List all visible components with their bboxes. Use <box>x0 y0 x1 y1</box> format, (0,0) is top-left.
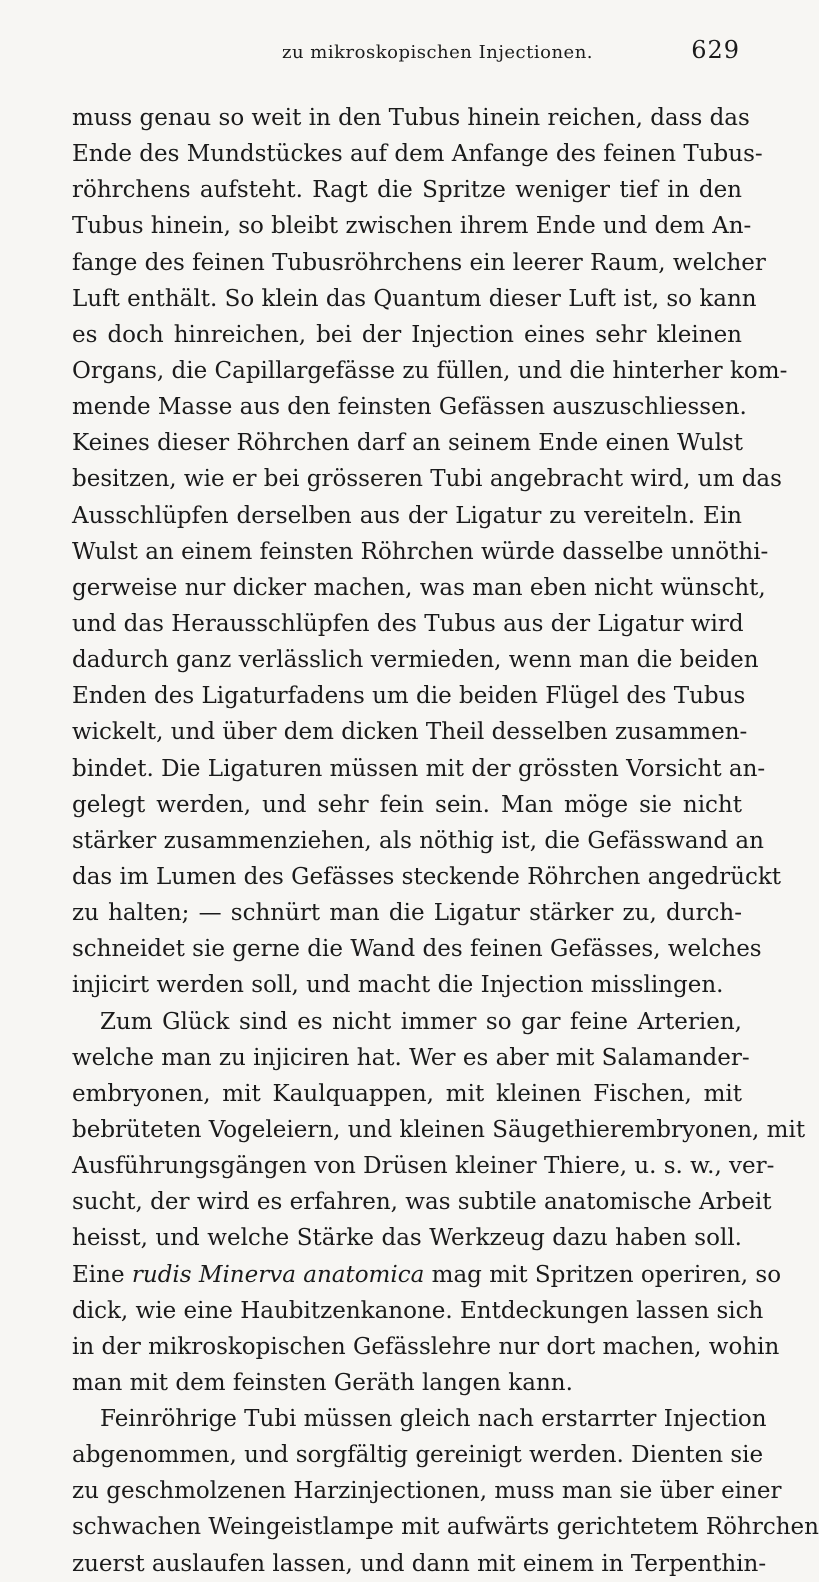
text-line: in der mikroskopischen Gefässlehre nur dort machen, wohin <box>72 1333 780 1360</box>
text-line: mende Masse aus den feinsten Gefässen auszuschliessen. <box>72 394 747 421</box>
text-line: Ausschlüpfen derselben aus der Ligatur zu vereiteln. Ein <box>72 502 742 529</box>
text-line: gerweise nur dicker machen, was man eben nicht wünscht, <box>72 574 766 601</box>
text-line: Organs, die Capillargefässe zu füllen, und die hinterher kom- <box>72 357 788 384</box>
text-line: Ausführungsgängen von Drüsen kleiner Thiere, u. s. w., ver- <box>72 1153 775 1180</box>
text-line: Feinröhrige Tubi müssen gleich nach erstarrter Injection <box>100 1406 767 1433</box>
text-line: fange des feinen Tubusröhrchens ein leerer Raum, welcher <box>72 249 766 276</box>
text-line: zu halten; — schnürt man die Ligatur stärker zu, durch- <box>72 900 742 927</box>
text-line: dick, wie eine Haubitzenkanone. Entdeckungen lassen sich <box>72 1297 764 1324</box>
text-line: Ende des Mundstückes auf dem Anfange des feinen Tubus- <box>72 141 763 168</box>
text-line: besitzen, wie er bei grösseren Tubi angebracht wird, um das <box>72 466 782 493</box>
text-line: injicirt werden soll, und macht die Injection misslingen. <box>72 972 724 999</box>
page-number: 629 <box>691 36 740 64</box>
text-line: muss genau so weit in den Tubus hinein reichen, dass das <box>72 105 750 131</box>
text-line-with-italic <box>72 1257 782 1293</box>
running-title: zu mikroskopischen Injectionen. <box>282 42 594 63</box>
text-line: bindet. Die Ligaturen müssen mit der grössten Vorsicht an- <box>72 755 766 782</box>
text-line: Luft enthält. So klein das Quantum dieser Luft ist, so kann <box>72 285 757 312</box>
text-line: embryonen, mit Kaulquappen, mit kleinen Fischen, mit <box>72 1080 742 1107</box>
body-text <box>72 100 819 1582</box>
page-header <box>72 30 740 70</box>
text-line: gelegt werden, und sehr fein sein. Man möge sie nicht <box>72 791 742 818</box>
text-line: man mit dem feinsten Geräth langen kann. <box>72 1369 573 1396</box>
text-line: Wulst an einem feinsten Röhrchen würde dasselbe unnöthi- <box>72 538 769 565</box>
text-line: sucht, der wird es erfahren, was subtile anatomische Arbeit <box>72 1189 772 1216</box>
text-line: schneidet sie gerne die Wand des feinen Gefässes, welches <box>72 936 762 963</box>
text-line: das im Lumen des Gefässes steckende Röhrchen angedrückt <box>72 863 782 890</box>
text-line: und das Herausschlüpfen des Tubus aus der Ligatur wird <box>72 610 744 637</box>
text-line: abgenommen, und sorgfältig gereinigt werden. Dienten sie <box>72 1442 764 1469</box>
text-line: es doch hinreichen, bei der Injection eines sehr kleinen <box>72 321 742 348</box>
text-segment: mag mit Spritzen operiren, so <box>424 1261 782 1288</box>
text-line: welche man zu injiciren hat. Wer es aber mit Salamander- <box>72 1044 750 1071</box>
text-line: Keines dieser Röhrchen darf an seinem Ende einen Wulst <box>72 430 743 457</box>
text-line: heisst, und welche Stärke das Werkzeug dazu haben soll. <box>72 1225 742 1252</box>
text-line: röhrchens aufsteht. Ragt die Spritze weniger tief in den <box>72 177 742 204</box>
italic-phrase: rudis Minerva anatomica <box>131 1261 425 1288</box>
text-segment: Eine <box>72 1261 132 1288</box>
text-line: zuerst auslaufen lassen, und dann mit einem in Terpenthin- <box>72 1550 767 1577</box>
text-line: zu geschmolzenen Harzinjectionen, muss man sie über einer <box>72 1478 782 1505</box>
text-line: bebrüteten Vogeleiern, und kleinen Säugethierembryonen, mit <box>72 1116 806 1143</box>
text-line: dadurch ganz verlässlich vermieden, wenn man die beiden <box>72 647 759 674</box>
text-line: Zum Glück sind es nicht immer so gar feine Arterien, <box>100 1008 742 1035</box>
text-line: schwachen Weingeistlampe mit aufwärts gerichtetem Röhrchen <box>72 1514 819 1541</box>
text-line: Tubus hinein, so bleibt zwischen ihrem Ende und dem An- <box>72 213 752 240</box>
text-line: Enden des Ligaturfadens um die beiden Flügel des Tubus <box>72 683 746 710</box>
text-line: wickelt, und über dem dicken Theil desselben zusammen- <box>72 719 748 746</box>
text-line: stärker zusammenziehen, als nöthig ist, die Gefässwand an <box>72 827 764 854</box>
